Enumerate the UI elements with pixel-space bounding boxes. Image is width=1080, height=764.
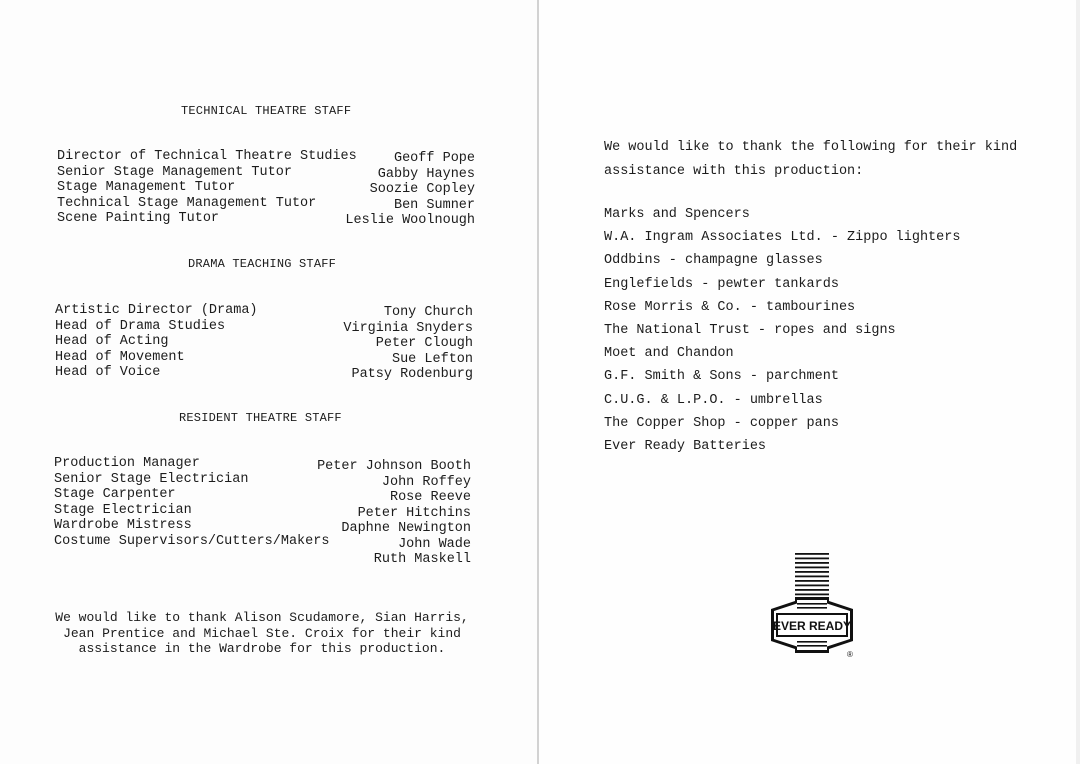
staff-name: Gabby Haynes (377, 166, 475, 182)
role: Senior Stage Electrician (54, 471, 249, 487)
role: Head of Voice (55, 365, 161, 380)
staff-name: Virginia Snyders (343, 320, 473, 336)
staff-name: Tony Church (383, 305, 473, 320)
technical-roles (57, 149, 357, 227)
role: Senior Stage Management Tutor (57, 164, 292, 180)
sponsor-item: The Copper Shop - copper pans (604, 415, 839, 431)
sponsor-item: C.U.G. & L.P.O. - umbrellas (604, 392, 823, 408)
role: Head of Drama Studies (55, 318, 226, 334)
role: Scene Painting Tutor (57, 211, 220, 226)
sponsor-item: Rose Morris & Co. - tambourines (604, 299, 856, 315)
resident-names (317, 459, 471, 568)
logo-registered-mark: ® (847, 650, 853, 659)
role: Head of Acting (55, 334, 169, 349)
thanks-line: We would like to thank Alison Scudamore, Sian Harris, (55, 610, 469, 625)
staff-name: John Roffey (381, 474, 471, 490)
role: Costume Supervisors/Cutters/Makers (54, 533, 330, 549)
sponsor-item: Englefields - pewter tankards (604, 276, 839, 292)
thanks-line: assistance in the Wardrobe for this production. (78, 641, 446, 656)
sponsor-item: Marks and Spencers (604, 207, 750, 222)
staff-name: Peter Johnson Booth (317, 459, 471, 474)
staff-name: Ruth Maskell (373, 552, 471, 567)
staff-name: Geoff Pope (393, 151, 475, 166)
role: Production Manager (54, 456, 200, 471)
role: Head of Movement (55, 349, 185, 365)
wardrobe-thanks (52, 610, 472, 657)
drama-roles (55, 303, 258, 381)
staff-name: Peter Clough (375, 336, 473, 351)
technical-staff-heading: TECHNICAL THEATRE STAFF (181, 104, 352, 118)
ever-ready-logo (767, 553, 859, 661)
sponsor-item: Oddbins - champagne glasses (604, 253, 823, 269)
staff-name: Leslie Woolnough (345, 213, 475, 228)
logo-text: EVER READY (772, 619, 852, 633)
sponsor-item: Moet and Chandon (604, 346, 734, 362)
technical-names (345, 151, 475, 229)
sponsor-list (604, 203, 960, 458)
scan-right-edge (1076, 0, 1080, 764)
staff-name: Ben Sumner (393, 197, 475, 213)
role: Wardrobe Mistress (54, 518, 192, 533)
staff-name: Peter Hitchins (357, 505, 471, 521)
drama-names (343, 305, 473, 383)
thanks-line: assistance with this production: (604, 164, 864, 179)
role: Artistic Director (Drama) (55, 303, 258, 318)
staff-name: Sue Lefton (391, 351, 473, 367)
role: Stage Carpenter (54, 487, 176, 502)
role: Stage Management Tutor (57, 180, 236, 195)
sponsor-item: Ever Ready Batteries (604, 438, 767, 454)
resident-staff-heading: RESIDENT THEATRE STAFF (179, 411, 342, 425)
sponsor-item: The National Trust - ropes and signs (604, 322, 896, 338)
logo-stripes-top (795, 553, 829, 595)
role: Director of Technical Theatre Studies (57, 149, 357, 164)
staff-name: John Wade (398, 536, 471, 552)
sponsor-item: G.F. Smith & Sons - parchment (604, 369, 839, 385)
thanks-line: Jean Prentice and Michael Ste. Croix for their kind (63, 625, 461, 641)
left-page (0, 0, 537, 764)
resident-roles (54, 456, 329, 549)
staff-name: Soozie Copley (369, 182, 475, 197)
thanks-line: We would like to thank the following for their kind (604, 140, 1018, 155)
role: Technical Stage Management Tutor (57, 195, 317, 211)
production-thanks (604, 136, 1034, 184)
role: Stage Electrician (54, 502, 192, 518)
staff-name: Daphne Newington (341, 521, 471, 536)
staff-name: Patsy Rodenburg (351, 367, 473, 382)
sponsor-item: W.A. Ingram Associates Ltd. - Zippo lighters (604, 230, 961, 246)
staff-name: Rose Reeve (389, 490, 471, 505)
drama-staff-heading: DRAMA TEACHING STAFF (188, 257, 337, 271)
